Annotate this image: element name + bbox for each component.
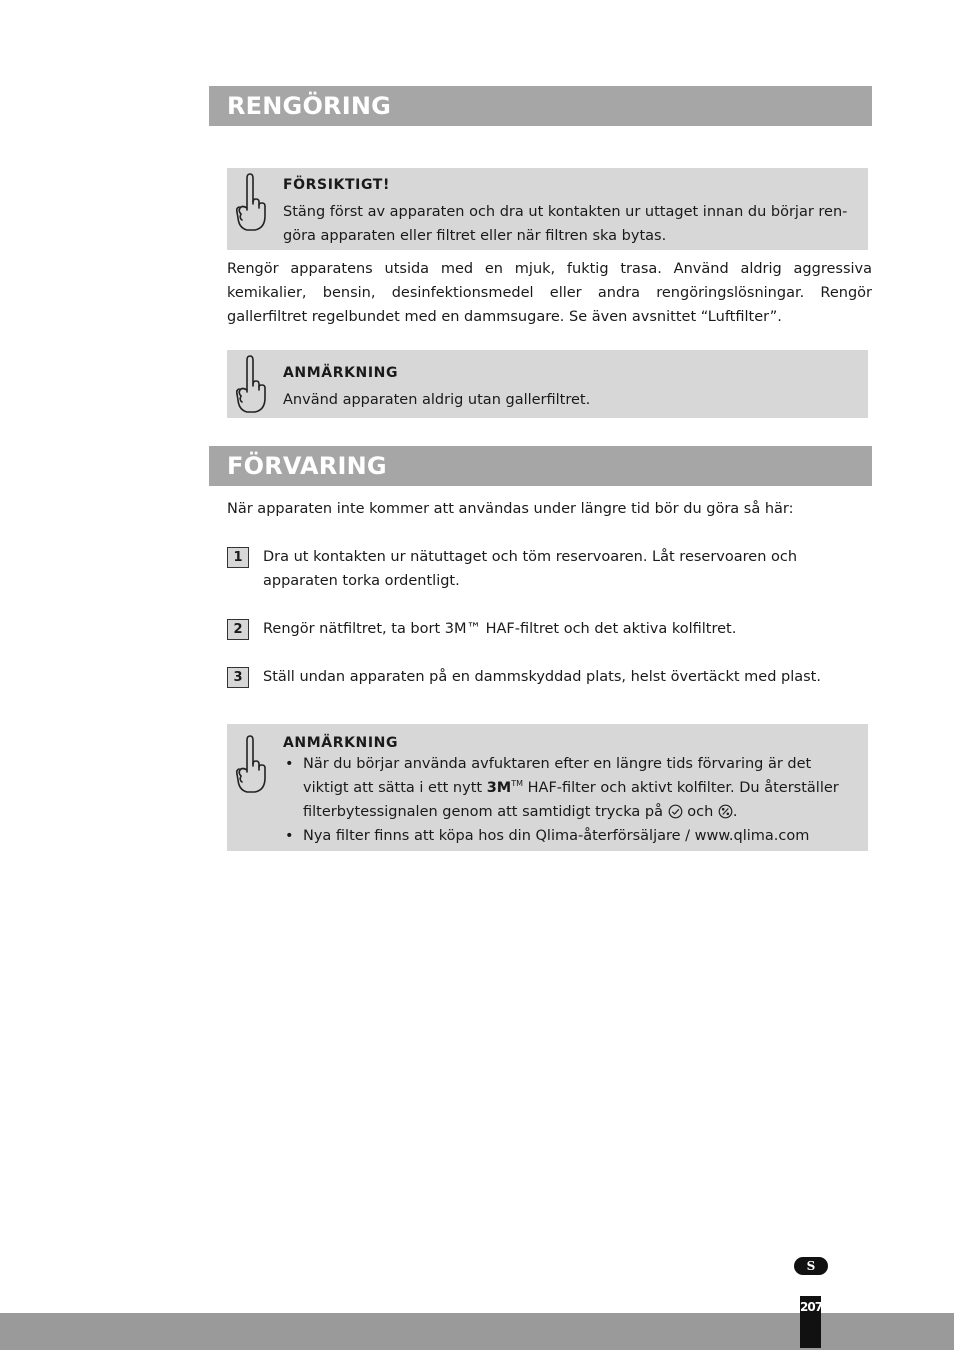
bullet-text: När du börjar använda avfuktaren efter en längre tids förvaring är det viktigt att sätta i ett nytt	[303, 756, 812, 796]
step-2	[227, 617, 872, 641]
caution-box	[227, 168, 868, 250]
note-box-cleaning	[227, 350, 868, 418]
step-text: Rengör nätfiltret, ta bort 3M™ HAF-filtret och det aktiva kolfiltret.	[263, 621, 737, 637]
bullet-text: Nya filter finns att köpa hos din Qlima-återförsäljare / www.qlima.com	[303, 828, 810, 844]
bullet-text: och	[682, 804, 718, 820]
language-badge: S	[794, 1257, 828, 1275]
step-text: Dra ut kontakten ur nätuttaget och töm reservoaren. Låt reservoaren och apparaten torka ordentligt.	[263, 549, 798, 589]
pointing-hand-icon	[233, 172, 267, 232]
caution-title: FÖRSIKTIGT!	[283, 177, 390, 193]
section-title-cleaning: RENGÖRING	[209, 86, 872, 126]
caution-text: Stäng först av apparaten och dra ut kontakten ur uttaget innan du börjar ren-göra apparaten eller filtret eller när filtren ska bytas.	[283, 204, 848, 244]
note-bullet-list	[283, 752, 852, 848]
list-item	[283, 752, 852, 824]
note-title: ANMÄRKNING	[283, 365, 399, 381]
step-number: 3	[227, 667, 249, 688]
bullet-text: .	[732, 804, 738, 820]
step-3	[227, 665, 872, 689]
storage-intro: När apparaten inte kommer att användas under längre tid bör du göra så här:	[227, 501, 794, 517]
pointing-hand-icon	[233, 354, 267, 414]
bullet-dot: •	[285, 756, 294, 772]
step-number: 1	[227, 547, 249, 568]
pointing-hand-icon	[233, 734, 267, 794]
note-text: Använd apparaten aldrig utan gallerfiltret.	[283, 392, 591, 408]
cleaning-paragraph: Rengör apparatens utsida med en mjuk, fuktig trasa. Använd aldrig aggressiva kemikalier, bensin, desinfektionsmedel eller andra rengöringslösningar. Rengör gallerfiltret regelbundet med en dammsugare. Se även avsnittet “Luftfilter”.	[227, 261, 872, 325]
bullet-text: HAF-filter och aktivt kolfilter. Du återställer filterbytessignalen genom att samtidigt trycka på	[303, 780, 839, 820]
page-number: 207	[800, 1296, 821, 1348]
step-number: 2	[227, 619, 249, 640]
humidity-percent-icon	[718, 804, 733, 819]
bullet-dot: •	[285, 828, 294, 844]
trademark: TM	[511, 779, 524, 789]
timer-check-icon	[668, 804, 683, 819]
note-box-storage	[227, 724, 868, 851]
step-text: Ställ undan apparaten på en dammskyddad plats, helst övertäckt med plast.	[263, 669, 821, 685]
note-title: ANMÄRKNING	[283, 735, 399, 751]
section-title-storage: FÖRVARING	[209, 446, 872, 486]
list-item	[283, 824, 852, 848]
step-1	[227, 545, 872, 593]
brand-3m: 3M	[486, 780, 512, 796]
